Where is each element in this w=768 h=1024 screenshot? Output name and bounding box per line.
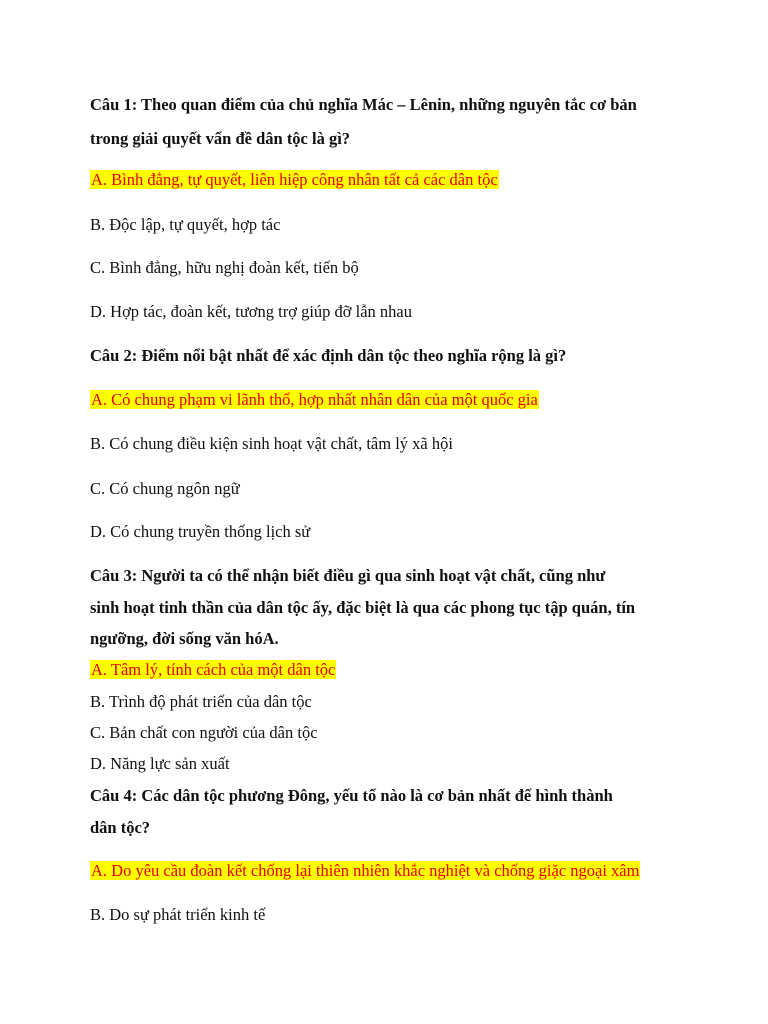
question-3-line-2: sinh hoạt tinh thần của dân tộc ấy, đặc biệt là qua các phong tục tập quán, tín [90,598,636,617]
question-1-answer [90,170,499,190]
question-3-answer [90,660,336,680]
question-4-answer [90,861,640,881]
question-2-answer [90,390,539,410]
answer-highlight: A. Tâm lý, tính cách của một dân tộc [91,660,336,679]
question-3-option-d: D. Năng lực sản xuất [90,754,230,773]
question-4-line-1: Câu 4: Các dân tộc phương Đông, yếu tố nào là cơ bản nhất để hình thành [90,786,613,805]
question-2-option-d: D. Có chung truyền thống lịch sử [90,522,311,541]
answer-highlight: A. Có chung phạm vi lãnh thổ, hợp nhất nhân dân của một quốc gia [91,390,538,409]
answer-highlight: A. Bình đẳng, tự quyết, liên hiệp công nhân tất cả các dân tộc [91,170,498,189]
question-1-option-b: B. Độc lập, tự quyết, hợp tác [90,215,281,234]
question-1-line-2: trong giải quyết vấn đề dân tộc là gì? [90,129,351,148]
question-1-line-1: Câu 1: Theo quan điểm của chủ nghĩa Mác – Lênin, những nguyên tắc cơ bản [90,95,637,114]
question-2-option-b: B. Có chung điều kiện sinh hoạt vật chất, tâm lý xã hội [90,434,453,453]
question-2-line-1: Câu 2: Điểm nổi bật nhất để xác định dân tộc theo nghĩa rộng là gì? [90,346,567,365]
question-3-line-1: Câu 3: Người ta có thể nhận biết điều gì qua sinh hoạt vật chất, cũng như [90,566,606,585]
question-1-option-d: D. Hợp tác, đoàn kết, tương trợ giúp đỡ lẫn nhau [90,302,412,321]
question-4-line-2: dân tộc? [90,818,151,837]
answer-highlight: A. Do yêu cầu đoàn kết chống lại thiên nhiên khắc nghiệt và chống giặc ngoại xâm [91,861,640,880]
question-3-option-c: C. Bản chất con người của dân tộc [90,723,318,742]
question-1-option-c: C. Bình đẳng, hữu nghị đoàn kết, tiến bộ [90,258,359,277]
question-4-option-b: B. Do sự phát triển kinh tế [90,905,266,924]
question-3-option-b: B. Trình độ phát triển của dân tộc [90,692,312,711]
question-3-line-3: ngưỡng, đời sống văn hóA. [90,629,279,648]
question-2-option-c: C. Có chung ngôn ngữ [90,479,240,498]
